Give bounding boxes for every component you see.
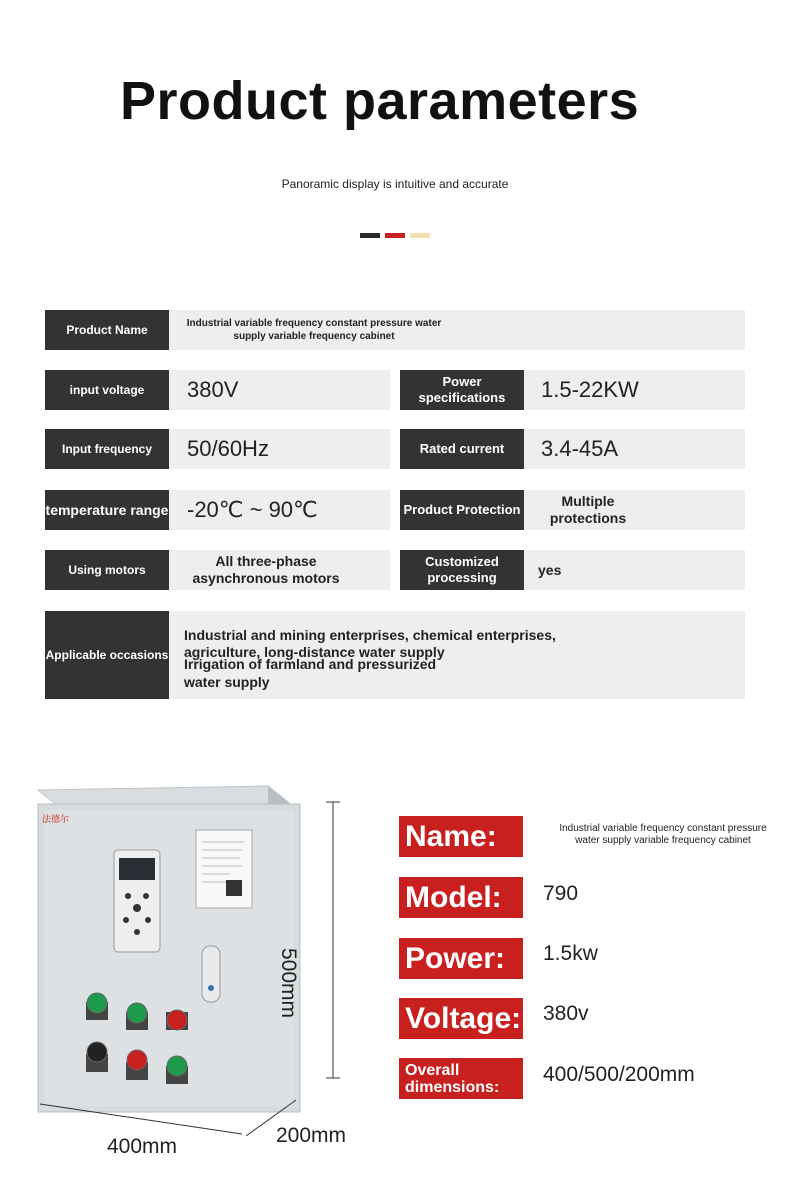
param-label: Product Protection bbox=[400, 490, 524, 530]
spec-value-power: 1.5kw bbox=[543, 942, 598, 965]
param-label: Using motors bbox=[45, 550, 169, 590]
param-label: Input frequency bbox=[45, 429, 169, 469]
param-row-input-voltage bbox=[45, 370, 390, 410]
param-value bbox=[184, 627, 556, 690]
spec-label-power: Power: bbox=[399, 938, 523, 979]
spec-label-voltage: Voltage: bbox=[399, 998, 523, 1039]
spec-label-dimensions: Overall dimensions: bbox=[399, 1058, 523, 1099]
spec-value-voltage: 380v bbox=[543, 1002, 589, 1025]
param-label: Customized processing bbox=[400, 550, 524, 590]
occasions-line-1: Industrial and mining enterprises, chemical enterprises, bbox=[184, 627, 556, 643]
occasions-line-4: water supply bbox=[184, 674, 270, 690]
param-label: Power specifications bbox=[400, 370, 524, 410]
param-row-rated-current bbox=[400, 429, 745, 469]
param-label: temperature range bbox=[45, 490, 169, 530]
color-bar-cream bbox=[410, 233, 430, 238]
param-value: -20℃ ~ 90℃ bbox=[187, 497, 318, 522]
spec-value-name: Industrial variable frequency constant pressure water supply variable frequency cabinet bbox=[559, 823, 767, 846]
color-bar-red bbox=[385, 233, 405, 238]
spec-value-dimensions: 400/500/200mm bbox=[543, 1063, 695, 1086]
param-value: Multiple protections bbox=[549, 493, 627, 526]
param-value: 3.4-45A bbox=[541, 436, 619, 461]
param-value: 380V bbox=[187, 377, 239, 402]
param-row-product-name bbox=[45, 310, 745, 350]
param-value: yes bbox=[538, 562, 562, 578]
depth-dimension-label: 200mm bbox=[276, 1124, 347, 1147]
param-label: input voltage bbox=[45, 370, 169, 410]
param-row-input-frequency bbox=[45, 429, 390, 469]
param-row-customized-processing bbox=[400, 550, 745, 590]
page-title: Product parameters bbox=[120, 71, 640, 131]
param-label: Applicable occasions bbox=[45, 611, 169, 699]
occasions-line-3: Irrigation of farmland and pressurized bbox=[184, 656, 437, 672]
spec-label-model: Model: bbox=[399, 877, 523, 918]
param-value: 50/60Hz bbox=[187, 436, 269, 461]
brand-logo-text: 法德尔 bbox=[42, 815, 70, 825]
param-value: 1.5-22KW bbox=[541, 377, 639, 402]
width-dimension-label: 400mm bbox=[107, 1135, 178, 1158]
height-dimension-label: 500mm bbox=[277, 948, 300, 1019]
param-row-power-spec bbox=[400, 370, 745, 410]
param-value: All three-phase asynchronous motors bbox=[192, 553, 340, 586]
spec-value-model: 790 bbox=[543, 882, 579, 905]
spec-label-name: Name: bbox=[399, 816, 523, 857]
param-row-temperature-range bbox=[45, 490, 390, 530]
param-row-product-protection bbox=[400, 490, 745, 530]
page-subtitle: Panoramic display is intuitive and accurate bbox=[281, 177, 509, 191]
cabinet-illustration bbox=[30, 780, 370, 1180]
param-row-applicable-occasions bbox=[45, 611, 745, 699]
occasions-line-2: agriculture, long-distance water supply bbox=[184, 644, 445, 660]
param-label: Product Name bbox=[45, 310, 169, 350]
param-value: Industrial variable frequency constant pressure water supply variable frequency cabinet bbox=[186, 318, 442, 342]
decorative-color-bars bbox=[360, 233, 430, 238]
param-label: Rated current bbox=[400, 429, 524, 469]
param-row-using-motors bbox=[45, 550, 390, 590]
color-bar-dark bbox=[360, 233, 380, 238]
